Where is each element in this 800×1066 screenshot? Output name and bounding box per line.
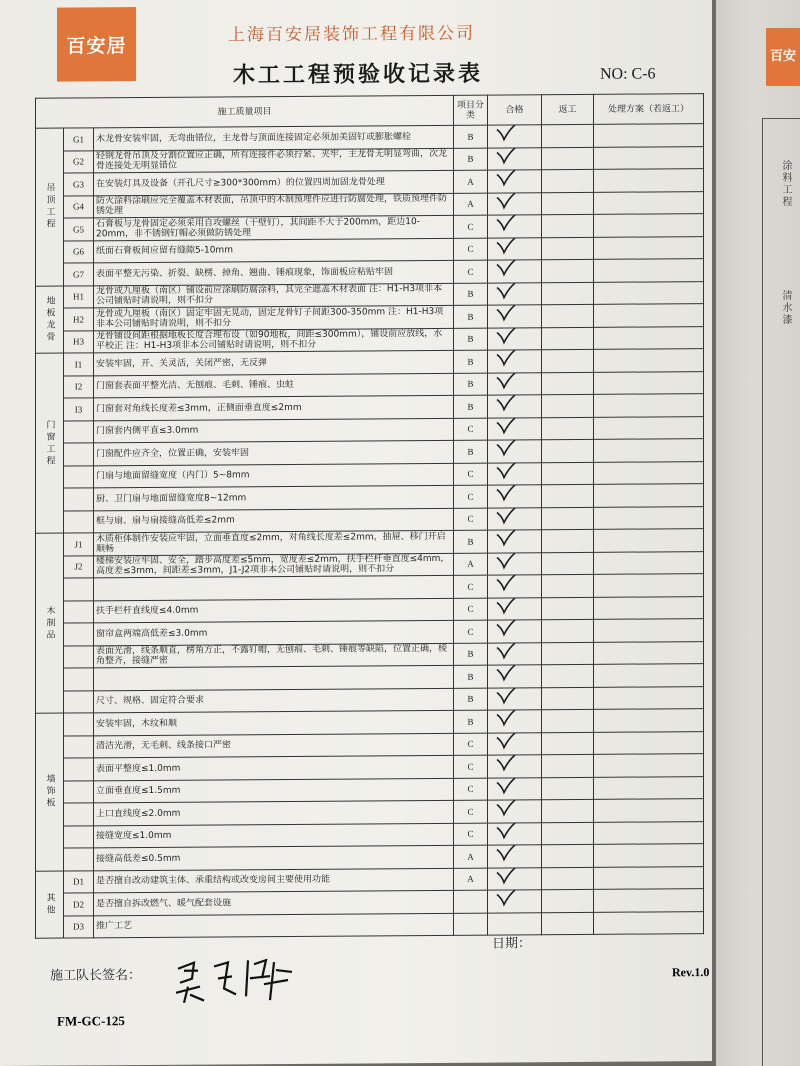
check-mark-icon [494,800,522,819]
item-category: A [454,170,488,193]
rework-cell [542,844,594,867]
check-mark-icon [494,687,522,706]
item-category: B [454,148,488,171]
pass-cell [488,620,542,643]
check-mark-icon [494,372,522,391]
adjacent-page [716,0,800,1066]
check-mark-icon [494,642,522,661]
section-label: 门窗工程 [36,353,64,533]
item-category: B [454,305,488,328]
item-description: 轻钢龙骨吊顶及分割位置应正确，所有连接件必须拧紧、夹牢，主龙骨无明显弯曲，次龙骨连接处无明显错位 [94,148,454,173]
pass-cell [488,597,542,620]
item-description: 清洁光滑，无毛刺、线条接口严密 [94,733,454,758]
rework-cell [542,484,594,507]
check-mark-icon [494,845,522,864]
check-mark-icon [494,462,522,481]
adjacent-table-frame [762,118,800,1066]
plan-cell [594,529,704,552]
item-description: 表面光滑，线条顺直，楞角方正，不露钉帽，无刨痕、毛刺、锤痕等缺陷，位置正确，棱角整齐，接缝严密 [94,643,454,668]
item-description: 门窗配件应齐全，位置正确，安装牢固 [94,440,454,465]
rework-cell [542,552,594,575]
item-category: C [454,733,488,756]
item-code: I1 [64,353,94,376]
item-category: B [454,688,488,711]
pass-cell [488,372,542,395]
rework-cell [542,237,594,260]
item-description [94,665,454,690]
item-description: 厨、卫门扇与地面留缝宽度8~12mm [94,485,454,510]
item-description: 纸面石膏板间应留有缝隙5-10mm [94,238,454,263]
rework-cell [542,304,594,327]
item-category: A [454,845,488,868]
plan-cell [594,776,704,799]
item-code: J1 [64,533,94,556]
pass-cell [488,395,542,418]
leader-signature-label: 施工队长签名： [50,968,142,984]
item-code: G5 [64,218,94,241]
item-description: 楼梯安装应牢固、安全，踏步高度差≤5mm，宽度差≤2mm，扶手栏杆垂直度≤4mm，高度差≤3mm，间距差≤3mm，J1-J2项非本公司铺贴时请说明，则不扣分 [94,553,454,578]
rework-cell [542,529,594,552]
item-description: 在安装灯具及设备（开孔尺寸≥300*300mm）的位置四周加固龙骨处理 [94,170,454,195]
check-mark-icon [494,620,522,639]
item-description: 推广工艺 [94,913,454,938]
section-label: 墙饰板 [36,713,64,871]
header-category-label: 项目分类 [454,95,488,125]
rework-cell [542,124,594,147]
plan-cell [594,821,704,844]
rework-cell [542,597,594,620]
check-mark-icon [494,755,522,774]
item-code: D2 [64,893,94,916]
item-category: B [454,283,488,306]
pass-cell [488,867,542,890]
item-description: 安装牢固，木纹和顺 [94,710,454,735]
item-code: D3 [64,915,94,938]
plan-cell [594,664,704,687]
item-description: 上口直线度≤2.0mm [94,800,454,825]
check-mark-icon [494,777,522,796]
item-category: B [454,440,488,463]
check-mark-icon [494,305,522,324]
plan-cell [594,799,704,822]
item-description: 门扇与地面留缝宽度（内门）5~8mm [94,463,454,488]
pass-cell [488,170,542,193]
item-code: G3 [64,173,94,196]
pass-cell [488,575,542,598]
plan-cell [594,326,704,349]
item-code: G4 [64,195,94,218]
item-description: 立面垂直度≤1.5mm [94,778,454,803]
rework-cell [542,462,594,485]
check-mark-icon [494,732,522,751]
item-code [64,780,94,803]
rework-cell [542,574,594,597]
pass-cell [488,845,542,868]
item-description: 表面平整无污染、折裂、缺楞、掉角、翘曲、锤痕现象，饰面板应粘贴牢固 [94,260,454,285]
pass-cell [488,530,542,553]
rework-cell [542,642,594,665]
item-code [64,465,94,488]
rework-cell [542,664,594,687]
rework-cell [542,169,594,192]
company-name: 上海百安居装饰工程有限公司 [228,23,475,46]
item-category: B [454,643,488,666]
item-code [64,713,94,736]
section-label: 其他 [36,871,64,939]
item-description: 木龙骨安装牢固，无弯曲错位，主龙骨与顶面连接固定必须加美固钉或膨胀螺栓 [94,125,454,150]
item-category: C [454,778,488,801]
check-mark-icon [494,260,522,279]
rework-cell [542,709,594,732]
rework-cell [542,867,594,890]
item-code [64,578,94,601]
pass-cell [488,417,542,440]
item-code: G6 [64,240,94,263]
item-code [64,803,94,826]
item-category: C [454,485,488,508]
item-description: 安装牢固，开、关灵活，关闭严密，无反弹 [94,350,454,375]
item-category: C [454,215,488,238]
header-pass-label: 合格 [488,95,542,125]
pass-cell [488,822,542,845]
pass-cell [488,777,542,800]
table-row [36,911,704,938]
plan-cell [594,214,704,237]
plan-cell [594,349,704,372]
check-mark-icon [494,147,522,166]
plan-cell [594,844,704,867]
pass-cell [488,485,542,508]
check-mark-icon [494,395,522,414]
plan-cell [594,686,704,709]
rework-cell [542,777,594,800]
rework-cell [542,349,594,372]
item-code: H3 [64,330,94,353]
plan-cell [594,416,704,439]
item-category: A [454,193,488,216]
rework-cell [542,889,594,912]
item-description: 龙骨或九厘板（南区）固定牢固无晃动，固定龙骨钉子间距300-350mm 注：H1-H3项非本公司铺贴时请说明，则不扣分 [94,305,454,330]
pass-cell [488,260,542,283]
item-code [64,510,94,533]
rework-cell [542,372,594,395]
plan-cell [594,394,704,417]
plan-cell [594,911,704,934]
item-code [64,645,94,668]
item-description: 石膏板与龙骨固定必须采用自攻螺丝（干壁钉），其间距不大于200mm，距边10-20mm，非不锈钢钉帽必须做防锈处理 [94,215,454,240]
check-mark-icon [494,237,522,256]
item-category: B [454,530,488,553]
check-mark-icon [494,530,522,549]
pass-cell [488,755,542,778]
item-description: 门窗套表面平整光洁、无刨痕、毛刺、锤痕、虫蛀 [94,373,454,398]
item-description: 门窗套对角线长度差≤3mm，正侧面垂直度≤2mm [94,395,454,420]
form-code: FM-GC-125 [57,1013,125,1029]
item-code [64,848,94,871]
pass-cell [488,147,542,170]
plan-cell [594,754,704,777]
item-category: C [454,260,488,283]
check-mark-icon [494,665,522,684]
check-mark-icon [494,192,522,211]
plan-cell [594,371,704,394]
item-code: G7 [64,263,94,286]
rework-cell [542,259,594,282]
item-category: C [454,508,488,531]
item-code [64,825,94,848]
document-number: NO: C-6 [600,65,656,83]
plan-cell [594,304,704,327]
rework-cell [542,507,594,530]
header-plan-label: 处理方案（若返工） [594,94,704,125]
item-code [64,420,94,443]
plan-cell [594,259,704,282]
check-mark-icon [494,350,522,369]
pass-cell [488,800,542,823]
item-code: H1 [64,285,94,308]
pass-cell [488,732,542,755]
pass-cell [488,642,542,665]
section-label: 木制品 [36,533,64,713]
item-description: 防火涂料涂刷应完全覆盖木材表面，吊顶中的木制预埋件应进行防腐处理，铁质预埋件防锈处理 [94,193,454,218]
check-mark-icon [494,440,522,459]
item-category: C [454,575,488,598]
item-code [64,690,94,713]
plan-cell [594,709,704,732]
item-category: B [454,373,488,396]
item-code: J2 [64,555,94,578]
item-category: B [454,328,488,351]
section-label: 地板龙骨 [36,286,64,354]
plan-cell [594,236,704,259]
pass-cell [488,237,542,260]
adjacent-section-varnish: 清水漆 [780,290,791,326]
pass-cell [488,462,542,485]
item-code [64,623,94,646]
pass-cell [488,552,542,575]
inspection-table [35,93,704,939]
pass-cell [488,192,542,215]
item-description: 门窗套内侧平直≤3.0mm [94,418,454,443]
item-description: 龙骨或九厘板（南区）铺设前应涂刷防腐涂料，其完全遮盖木材表面 注：H1-H3项非本公司铺贴时请说明，则不扣分 [94,283,454,308]
check-mark-icon [494,170,522,189]
item-category: B [454,665,488,688]
item-category: C [454,800,488,823]
item-description: 接缝高低差≤0.5mm [94,845,454,870]
item-code [64,668,94,691]
item-code [64,488,94,511]
item-description: 接缝宽度≤1.0mm [94,823,454,848]
plan-cell [594,641,704,664]
pass-cell [488,507,542,530]
rework-cell [542,214,594,237]
adjacent-logo: 百安 [766,28,800,86]
handwritten-signature [170,948,300,1009]
plan-cell [594,866,704,889]
item-category: A [454,868,488,891]
form-title: 木工工程预验收记录表 [233,60,484,89]
item-category [454,890,488,913]
item-code [64,600,94,623]
item-category: B [454,350,488,373]
item-category: A [454,553,488,576]
item-category: B [454,710,488,733]
item-category [454,913,488,936]
pass-cell [488,282,542,305]
check-mark-icon [494,125,522,144]
item-category: C [454,823,488,846]
rework-cell [542,822,594,845]
pass-cell [488,440,542,463]
item-category: C [454,463,488,486]
item-code: D1 [64,870,94,893]
item-description: 窗帘盒两端高低差≤3.0mm [94,620,454,645]
plan-cell [594,461,704,484]
check-mark-icon [494,822,522,841]
plan-cell [594,439,704,462]
check-mark-icon [494,710,522,729]
item-category: B [454,125,488,148]
item-category: C [454,755,488,778]
item-code: G2 [64,150,94,173]
item-description: 是否擅自改动建筑主体、承重结构或改变房间主要使用功能 [94,868,454,893]
pass-cell [488,710,542,733]
item-code: I2 [64,375,94,398]
check-mark-icon [494,597,522,616]
item-code [64,443,94,466]
rework-cell [542,754,594,777]
section-label: 吊顶工程 [36,128,64,286]
plan-cell [594,281,704,304]
plan-cell [594,596,704,619]
rework-cell [542,619,594,642]
rework-cell [542,282,594,305]
pass-cell [488,305,542,328]
plan-cell [594,619,704,642]
item-description: 龙骨铺设间距根据地板长度合理布设（如90地板，间距≤300mm），铺设前应放线，水平校正 注：H1-H3项非本公司铺贴时请说明，则不扣分 [94,328,454,353]
rework-cell [542,732,594,755]
item-description: 是否擅自拆改燃气、暖气配套设施 [94,890,454,915]
pass-cell [488,890,542,913]
revision-label: Rev.1.0 [672,965,710,980]
check-mark-icon [494,890,522,909]
pass-cell [488,350,542,373]
pass-cell [488,327,542,350]
rework-cell [542,799,594,822]
check-mark-icon [494,485,522,504]
check-mark-icon [494,867,522,886]
item-code: H2 [64,308,94,331]
item-category: B [454,395,488,418]
item-description: 扶手栏杆直线度≤4.0mm [94,598,454,623]
item-code [64,758,94,781]
item-description: 木质柜体制作安装应牢固，立面垂直度≤2mm，对角线长度差≤2mm，抽屉、移门开启顺畅 [94,530,454,555]
rework-cell [542,687,594,710]
item-code: I3 [64,398,94,421]
item-code [64,735,94,758]
pass-cell [488,665,542,688]
pass-cell [488,687,542,710]
item-description: 尺寸、规格、固定符合要求 [94,688,454,713]
plan-cell [594,191,704,214]
plan-cell [594,574,704,597]
check-mark-icon [494,417,522,436]
plan-cell [594,124,704,147]
item-description: 表面平整度≤1.0mm [94,755,454,780]
rework-cell [542,327,594,350]
check-mark-icon [494,282,522,301]
adjacent-section-paint: 涂料工程 [780,160,791,208]
plan-cell [594,506,704,529]
item-code: G1 [64,128,94,151]
plan-cell [594,169,704,192]
pass-cell [488,215,542,238]
item-category: C [454,620,488,643]
company-logo: 百安居 [57,7,136,82]
header-item-label: 施工质量项目 [36,95,454,128]
table-header-row [36,94,704,129]
rework-cell [542,417,594,440]
item-category: C [454,238,488,261]
check-mark-icon [494,327,522,346]
item-category: C [454,418,488,441]
rework-cell [542,439,594,462]
check-mark-icon [494,552,522,571]
check-mark-icon [494,215,522,234]
plan-cell [594,551,704,574]
rework-cell [542,912,594,935]
rework-cell [542,394,594,417]
check-mark-icon [494,507,522,526]
plan-cell [594,889,704,912]
plan-cell [594,731,704,754]
rework-cell [542,192,594,215]
rework-cell [542,147,594,170]
header-rework-label: 返工 [542,94,594,124]
item-category: C [454,598,488,621]
date-label: 日期： [492,936,532,952]
check-mark-icon [494,575,522,594]
item-description: 框与扇、扇与扇接缝高低差≤2mm [94,508,454,533]
plan-cell [594,484,704,507]
pass-cell [488,125,542,148]
plan-cell [594,146,704,169]
item-description [94,575,454,600]
